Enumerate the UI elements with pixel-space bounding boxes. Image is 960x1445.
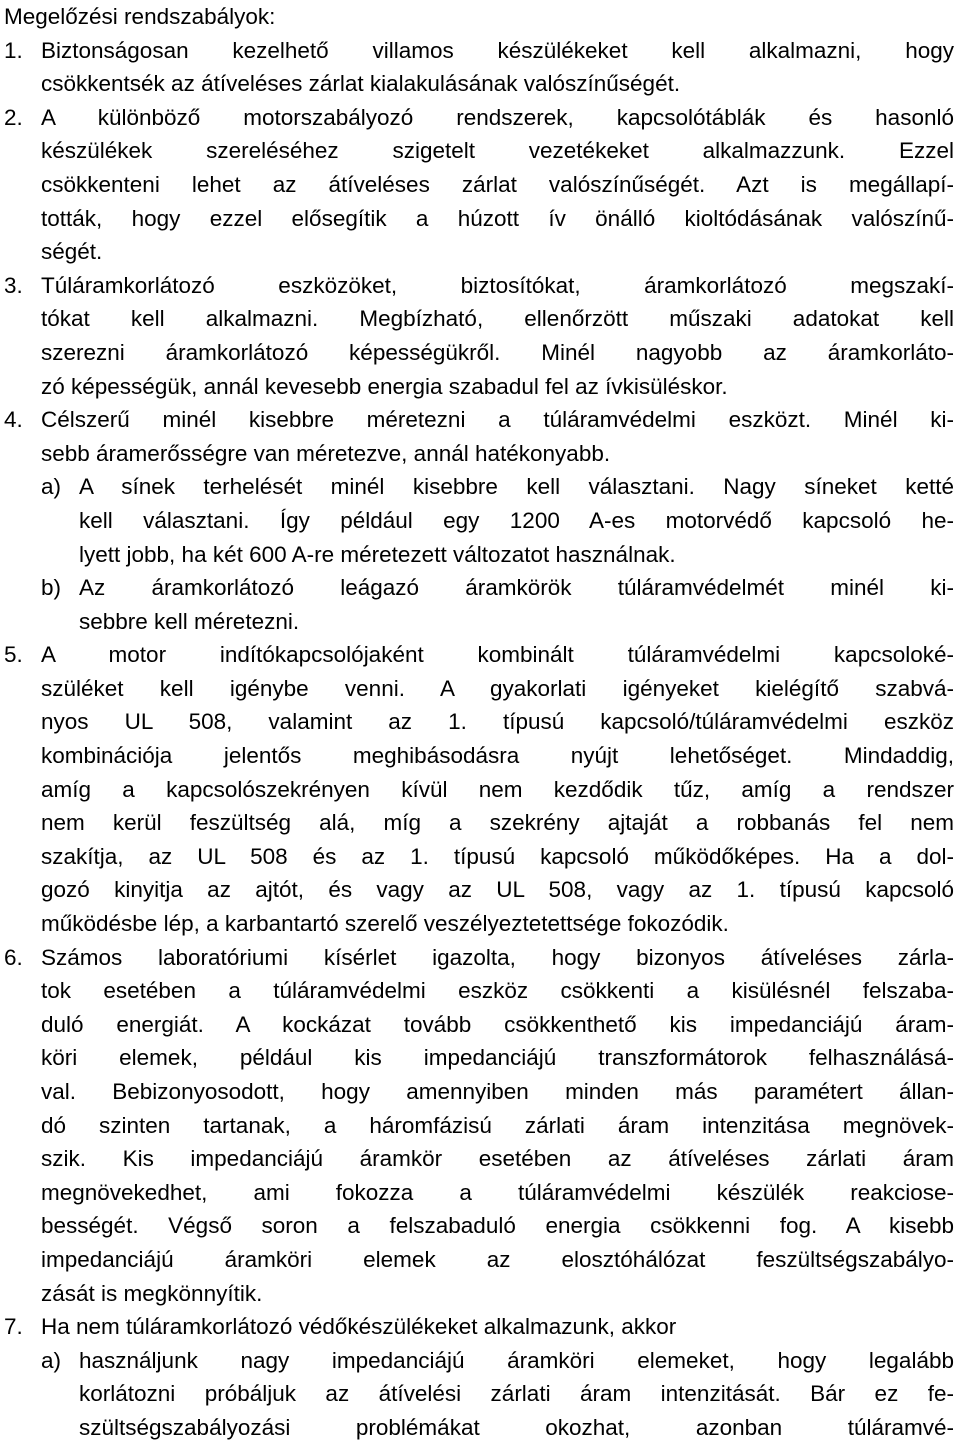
text-line: Számos laboratóriumi kísérlet igazolta, hogy bizonyos átíveléses zárla- [41, 944, 954, 970]
text-line: működésbe lép, a karbantartó szerelő veszélyeztetettsége fokozódik. [41, 911, 729, 937]
text-line: szakítja, az UL 508 és az 1. típusú kapcsoló működőképes. Ha a dol- [41, 843, 954, 869]
text-line: köri elemek, például kis impedanciájú transzformátorok felhasználásá- [41, 1045, 954, 1071]
text-line: Biztonságosan kezelhető villamos készülékeket kell alkalmazni, hogy [41, 37, 954, 63]
text-line: A különböző motorszabályozó rendszerek, kapcsolótáblák és hasonló [41, 104, 954, 130]
text-line: szüléket kell igénybe venni. A gyakorlati igényeket kielégítő szabvá- [41, 675, 954, 701]
item-number: 2. [4, 104, 23, 130]
text-line: gozó kinyitja az ajtót, és vagy az UL 508, vagy az 1. típusú kapcsoló [41, 877, 954, 903]
text-line: amíg a kapcsolószekrényen kívül nem kezdődik tűz, amíg a rendszer [41, 776, 954, 802]
item-number: 7. [4, 1314, 23, 1340]
sub-item [41, 470, 954, 571]
text-line: A motor indítókapcsolójaként kombinált túláramvédelmi kapcsoloké- [41, 642, 954, 668]
text-line: zását is megkönnyítik. [41, 1280, 263, 1306]
text-line: szültségszabályozási problémákat okozhat, azonban túláramvé- [79, 1414, 954, 1440]
text-line: Az áramkorlátozó leágazó áramkörök túláramvédelmét minél ki- [79, 575, 954, 601]
text-line: A sínek terhelését minél kisebbre kell választani. Nagy síneket ketté [79, 474, 954, 500]
item-number: 5. [4, 642, 23, 668]
text-line: kombinációja jelentős meghibásodásra nyújt lehetőséget. Mindaddig, [41, 743, 954, 769]
list-item [4, 638, 954, 940]
text-line: korlátozni próbáljuk az átívelési zárlati áram intenzitását. Bár ez fe- [79, 1381, 954, 1407]
list-item [4, 941, 954, 1311]
item-number: 3. [4, 272, 23, 298]
item-number: 4. [4, 407, 23, 433]
sub-item [41, 1344, 954, 1445]
list-item [4, 403, 954, 638]
text-line: ségét. [41, 239, 103, 265]
text-line: megnövekedhet, ami fokozza a túláramvédelmi készülék reakciose- [41, 1179, 954, 1205]
text-line: tok esetében a túláramvédelmi eszköz csökkenti a kisülésnél felszaba- [41, 978, 954, 1004]
list-item [4, 1310, 954, 1444]
sub-item-label: a) [41, 1347, 62, 1373]
text-line: sebb áramerősségre van méretezve, annál hatékonyabb. [41, 440, 611, 466]
document-page [4, 0, 954, 1445]
text-line: dó szinten tartanak, a háromfázisú zárlati áram intenzitása megnövek- [41, 1112, 954, 1138]
text-line: csökkentsék az átíveléses zárlat kialakulásának valószínűségét. [41, 71, 681, 97]
text-line: tották, hogy ezzel elősegítik a húzott ív önálló kioltódásának valószínű- [41, 205, 954, 231]
text-line: zó képességük, annál kevesebb energia szabadul fel az ívkisüléskor. [41, 373, 728, 399]
text-line: csökkenteni lehet az átíveléses zárlat valószínűségét. Azt is megállapí- [41, 171, 954, 197]
text-line: szerezni áramkorlátozó képességükről. Minél nagyobb az áramkorláto- [41, 339, 954, 365]
list-item [4, 101, 954, 269]
item-number: 1. [4, 37, 23, 63]
text-line: Túláramkorlátozó eszközöket, biztosítókat, áramkorlátozó megszakí- [41, 272, 954, 298]
text-line: sebbre kell méretezni. [79, 608, 300, 634]
text-line: Célszerű minél kisebbre méretezni a túláramvédelmi eszközt. Minél ki- [41, 407, 954, 433]
text-line: használjunk nagy impedanciájú áramköri elemeket, hogy legalább [79, 1347, 954, 1373]
text-line: impedanciájú áramköri elemek az elosztóhálózat feszültségszabályo- [41, 1246, 954, 1272]
sub-item-label: b) [41, 575, 62, 601]
text-line: nyos UL 508, valamint az 1. típusú kapcsoló/túláramvédelmi eszköz [41, 709, 954, 735]
text-line: tókat kell alkalmazni. Megbízható, ellenőrzött műszaki adatokat kell [41, 306, 954, 332]
rules-list [4, 34, 954, 1445]
text-line: kell választani. Így például egy 1200 A-es motorvédő kapcsoló he- [79, 507, 954, 533]
list-item [4, 34, 954, 101]
section-heading: Megelőzési rendszabályok: [4, 4, 276, 29]
item-number: 6. [4, 944, 23, 970]
text-line: készülékek szereléséhez szigetelt vezetékeket alkalmazzunk. Ezzel [41, 138, 954, 164]
text-line: Ha nem túláramkorlátozó védőkészülékeket alkalmazunk, akkor [41, 1314, 677, 1340]
text-line: bességét. Végső soron a felszabaduló energia csökkenni fog. A kisebb [41, 1213, 954, 1239]
sub-item [41, 571, 954, 638]
sub-item-label: a) [41, 474, 62, 500]
list-item [4, 269, 954, 403]
text-line: val. Bebizonyosodott, hogy amennyiben minden más paramétert állan- [41, 1079, 954, 1104]
text-line: duló energiát. A kockázat tovább csökkenthető kis impedanciájú áram- [41, 1011, 954, 1037]
text-line: lyett jobb, ha két 600 A-re méretezett változatot használnak. [79, 541, 676, 567]
text-line: nem kerül feszültség alá, míg a szekrény ajtaját a robbanás fel nem [41, 810, 954, 836]
text-line: szik. Kis impedanciájú áramkör esetében az átíveléses zárlati áram [41, 1146, 954, 1172]
